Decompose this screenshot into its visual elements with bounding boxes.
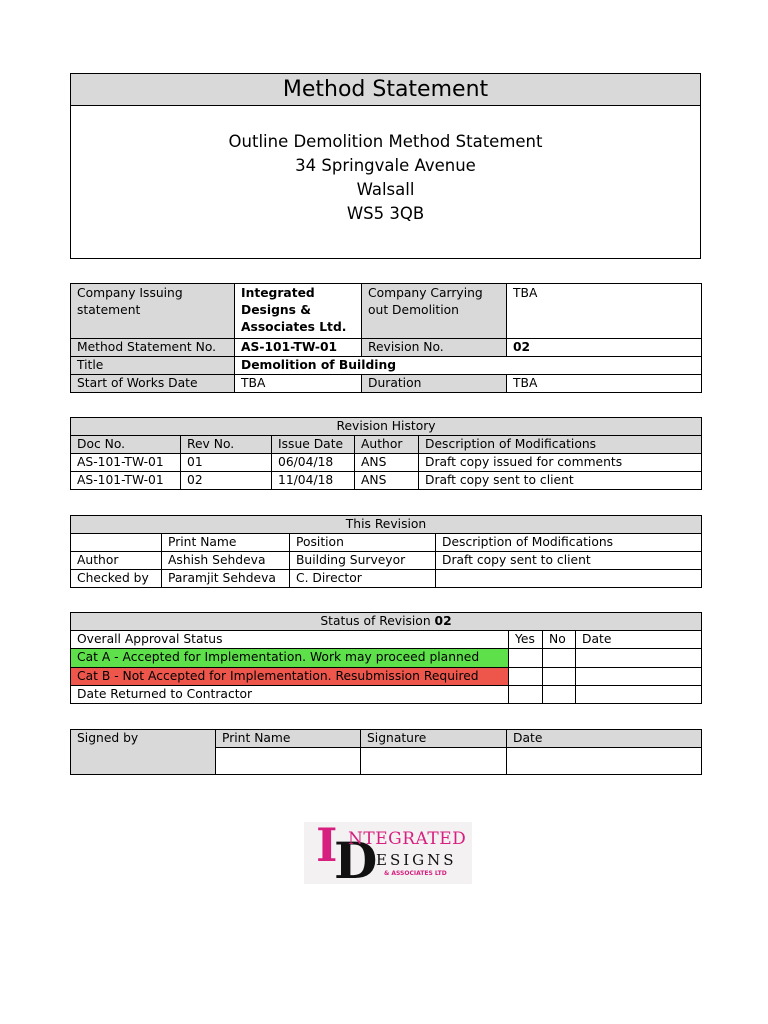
title-value: Demolition of Building (235, 357, 702, 375)
logo-letter-d: D (334, 831, 378, 884)
date-returned-date-cell (576, 686, 702, 704)
description-cell (436, 570, 702, 588)
logo-letter-i: I (316, 822, 338, 872)
project-description: Outline Demolition Method Statement (228, 132, 543, 151)
author-cell: ANS (355, 454, 419, 472)
date-returned-label: Date Returned to Contractor (71, 686, 509, 704)
status-heading-rev: 02 (434, 614, 452, 628)
issue-date-cell: 06/04/18 (272, 454, 355, 472)
signature-header: Signature (361, 730, 507, 748)
column-header: Description of Modifications (436, 534, 702, 552)
company-issuing-value: Integrated Designs & Associates Ltd. (235, 284, 362, 339)
table-row (71, 454, 702, 472)
column-headers (71, 730, 702, 748)
table-header (71, 516, 702, 534)
duration-value: TBA (507, 375, 702, 393)
column-header: Description of Modifications (419, 436, 702, 454)
company-issuing-label: Company Issuing statement (71, 284, 235, 339)
company-carrying-label: Company Carrying out Demolition (362, 284, 507, 339)
position-cell: Building Surveyor (290, 552, 436, 570)
address-postcode: WS5 3QB (346, 204, 425, 223)
logo-line-1: NTEGRATED (348, 829, 467, 849)
description-cell: Draft copy sent to client (436, 552, 702, 570)
column-header (71, 534, 162, 552)
column-headers (71, 534, 702, 552)
signature-field (361, 748, 507, 775)
project-address (71, 106, 700, 226)
company-logo (304, 822, 472, 884)
rev-no-cell: 01 (181, 454, 272, 472)
title-box (70, 73, 701, 259)
revision-no-value: 02 (507, 339, 702, 357)
description-cell: Draft copy sent to client (419, 472, 702, 490)
cat-b-date-cell (576, 668, 702, 686)
table-row (71, 686, 702, 704)
table-row (71, 649, 702, 668)
rev-no-cell: 02 (181, 472, 272, 490)
logo-line-2: ESIGNS (376, 851, 457, 869)
table-row (71, 668, 702, 686)
date-returned-yes-cell (509, 686, 543, 704)
role-cell: Author (71, 552, 162, 570)
revision-no-label: Revision No. (362, 339, 507, 357)
signed-by-label: Signed by (71, 730, 216, 775)
cat-b-status: Cat B - Not Accepted for Implementation. Resubmission Required (71, 668, 509, 686)
duration-label: Duration (362, 375, 507, 393)
address-town: Walsall (356, 180, 415, 199)
title-label: Title (71, 357, 235, 375)
company-carrying-value: TBA (507, 284, 702, 339)
print-name-header: Print Name (216, 730, 361, 748)
status-heading-prefix: Status of Revision (320, 614, 435, 628)
author-cell: ANS (355, 472, 419, 490)
position-cell: C. Director (290, 570, 436, 588)
table-header (71, 418, 702, 436)
column-header: Rev No. (181, 436, 272, 454)
table-row (71, 472, 702, 490)
ms-no-value: AS-101-TW-01 (235, 339, 362, 357)
date-returned-no-cell (543, 686, 576, 704)
cat-a-status: Cat A - Accepted for Implementation. Work may proceed planned (71, 649, 509, 668)
column-header: Print Name (162, 534, 290, 552)
cat-a-date-cell (576, 649, 702, 668)
column-header: Doc No. (71, 436, 181, 454)
column-header: Author (355, 436, 419, 454)
signoff-table (70, 729, 702, 775)
column-headers (71, 631, 702, 649)
revision-history-heading: Revision History (71, 418, 702, 436)
document-title: Method Statement (71, 74, 700, 106)
table-row (71, 357, 702, 375)
status-table (70, 612, 702, 704)
details-table (70, 283, 702, 393)
column-header: Position (290, 534, 436, 552)
revision-history-table (70, 417, 702, 490)
date-header: Date (507, 730, 702, 748)
description-cell: Draft copy issued for comments (419, 454, 702, 472)
column-header: Issue Date (272, 436, 355, 454)
table-header (71, 613, 702, 631)
table-row (71, 339, 702, 357)
cat-b-yes-cell (509, 668, 543, 686)
date-field (507, 748, 702, 775)
print-name-cell: Ashish Sehdeva (162, 552, 290, 570)
ms-no-label: Method Statement No. (71, 339, 235, 357)
start-date-value: TBA (235, 375, 362, 393)
cat-a-yes-cell (509, 649, 543, 668)
date-column-header: Date (576, 631, 702, 649)
overall-status-label: Overall Approval Status (71, 631, 509, 649)
this-revision-heading: This Revision (71, 516, 702, 534)
table-row (71, 284, 702, 339)
doc-no-cell: AS-101-TW-01 (71, 454, 181, 472)
this-revision-table (70, 515, 702, 588)
status-heading (71, 613, 702, 631)
print-name-cell: Paramjit Sehdeva (162, 570, 290, 588)
table-row (71, 552, 702, 570)
role-cell: Checked by (71, 570, 162, 588)
doc-no-cell: AS-101-TW-01 (71, 472, 181, 490)
table-row (71, 570, 702, 588)
cat-a-no-cell (543, 649, 576, 668)
yes-column-header: Yes (509, 631, 543, 649)
address-street: 34 Springvale Avenue (295, 156, 476, 175)
no-column-header: No (543, 631, 576, 649)
start-date-label: Start of Works Date (71, 375, 235, 393)
table-row (71, 375, 702, 393)
cat-b-no-cell (543, 668, 576, 686)
issue-date-cell: 11/04/18 (272, 472, 355, 490)
logo-line-3: & ASSOCIATES LTD (384, 870, 447, 877)
print-name-field (216, 748, 361, 775)
column-headers (71, 436, 702, 454)
